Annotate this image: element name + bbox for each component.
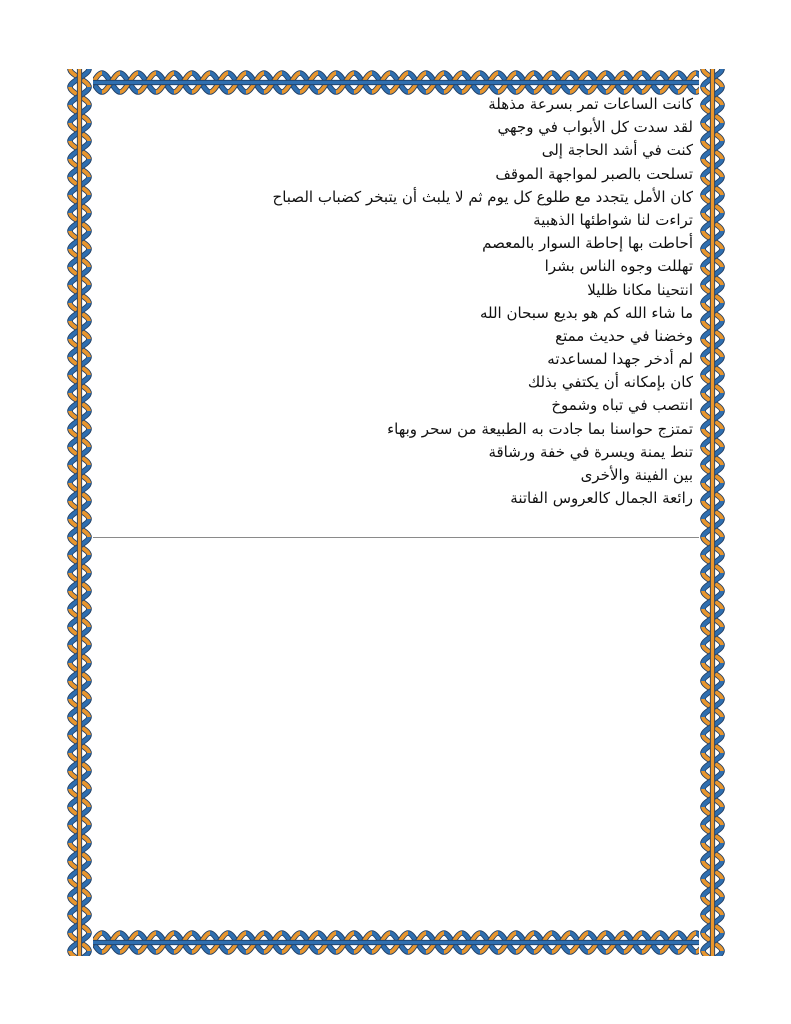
text-line: تهللت وجوه الناس بشرا: [544, 257, 693, 276]
text-line: انتحينا مكانا ظليلا: [587, 280, 693, 299]
text-lines: [133, 93, 693, 510]
text-line: تمتزج حواسنا بما جادت به الطبيعة من سحر وبهاء: [387, 419, 693, 438]
text-line: رائعة الجمال كالعروس الفاتنة: [510, 489, 693, 508]
text-line: كانت الساعات تمر بسرعة مذهلة: [488, 95, 693, 113]
celtic-knot-border-icon: [66, 69, 93, 956]
text-line: تراءت لنا شواطئها الذهبية: [533, 210, 693, 229]
text-line: وخضنا في حديث ممتع: [555, 326, 693, 345]
border-left-pattern: [66, 69, 93, 956]
text-line: بين الفينة والأخرى: [580, 466, 693, 484]
text-line: كنت في أشد الحاجة إلى: [541, 141, 693, 160]
text-line: كان الأمل يتجدد مع طلوع كل يوم ثم لا يلبث أن يتبخر كضباب الصباح: [272, 187, 693, 206]
border-right-pattern: [699, 69, 726, 956]
text-line: تنط يمنة ويسرة في خفة ورشاقة: [488, 442, 693, 461]
text-line: تسلحت بالصبر لمواجهة الموقف: [495, 164, 693, 183]
celtic-knot-border-icon: [699, 69, 726, 956]
text-line: أحاطت بها إحاطة السوار بالمعصم: [482, 234, 693, 253]
text-line: انتصب في تباه وشموخ: [551, 396, 693, 415]
text-line: لقد سدت كل الأبواب في وجهي: [497, 118, 693, 137]
celtic-knot-border-icon: [66, 69, 726, 96]
horizontal-divider: [93, 537, 699, 538]
text-line: لم أدخر جهدا لمساعدته: [547, 350, 693, 369]
border-top-pattern: [66, 69, 726, 96]
text-line: ما شاء الله كم هو بديع سبحان الله: [479, 303, 693, 322]
text-line: كان بإمكانه أن يكتفي بذلك: [527, 373, 693, 392]
border-bottom-pattern: [66, 929, 726, 956]
celtic-knot-border-icon: [66, 929, 726, 956]
